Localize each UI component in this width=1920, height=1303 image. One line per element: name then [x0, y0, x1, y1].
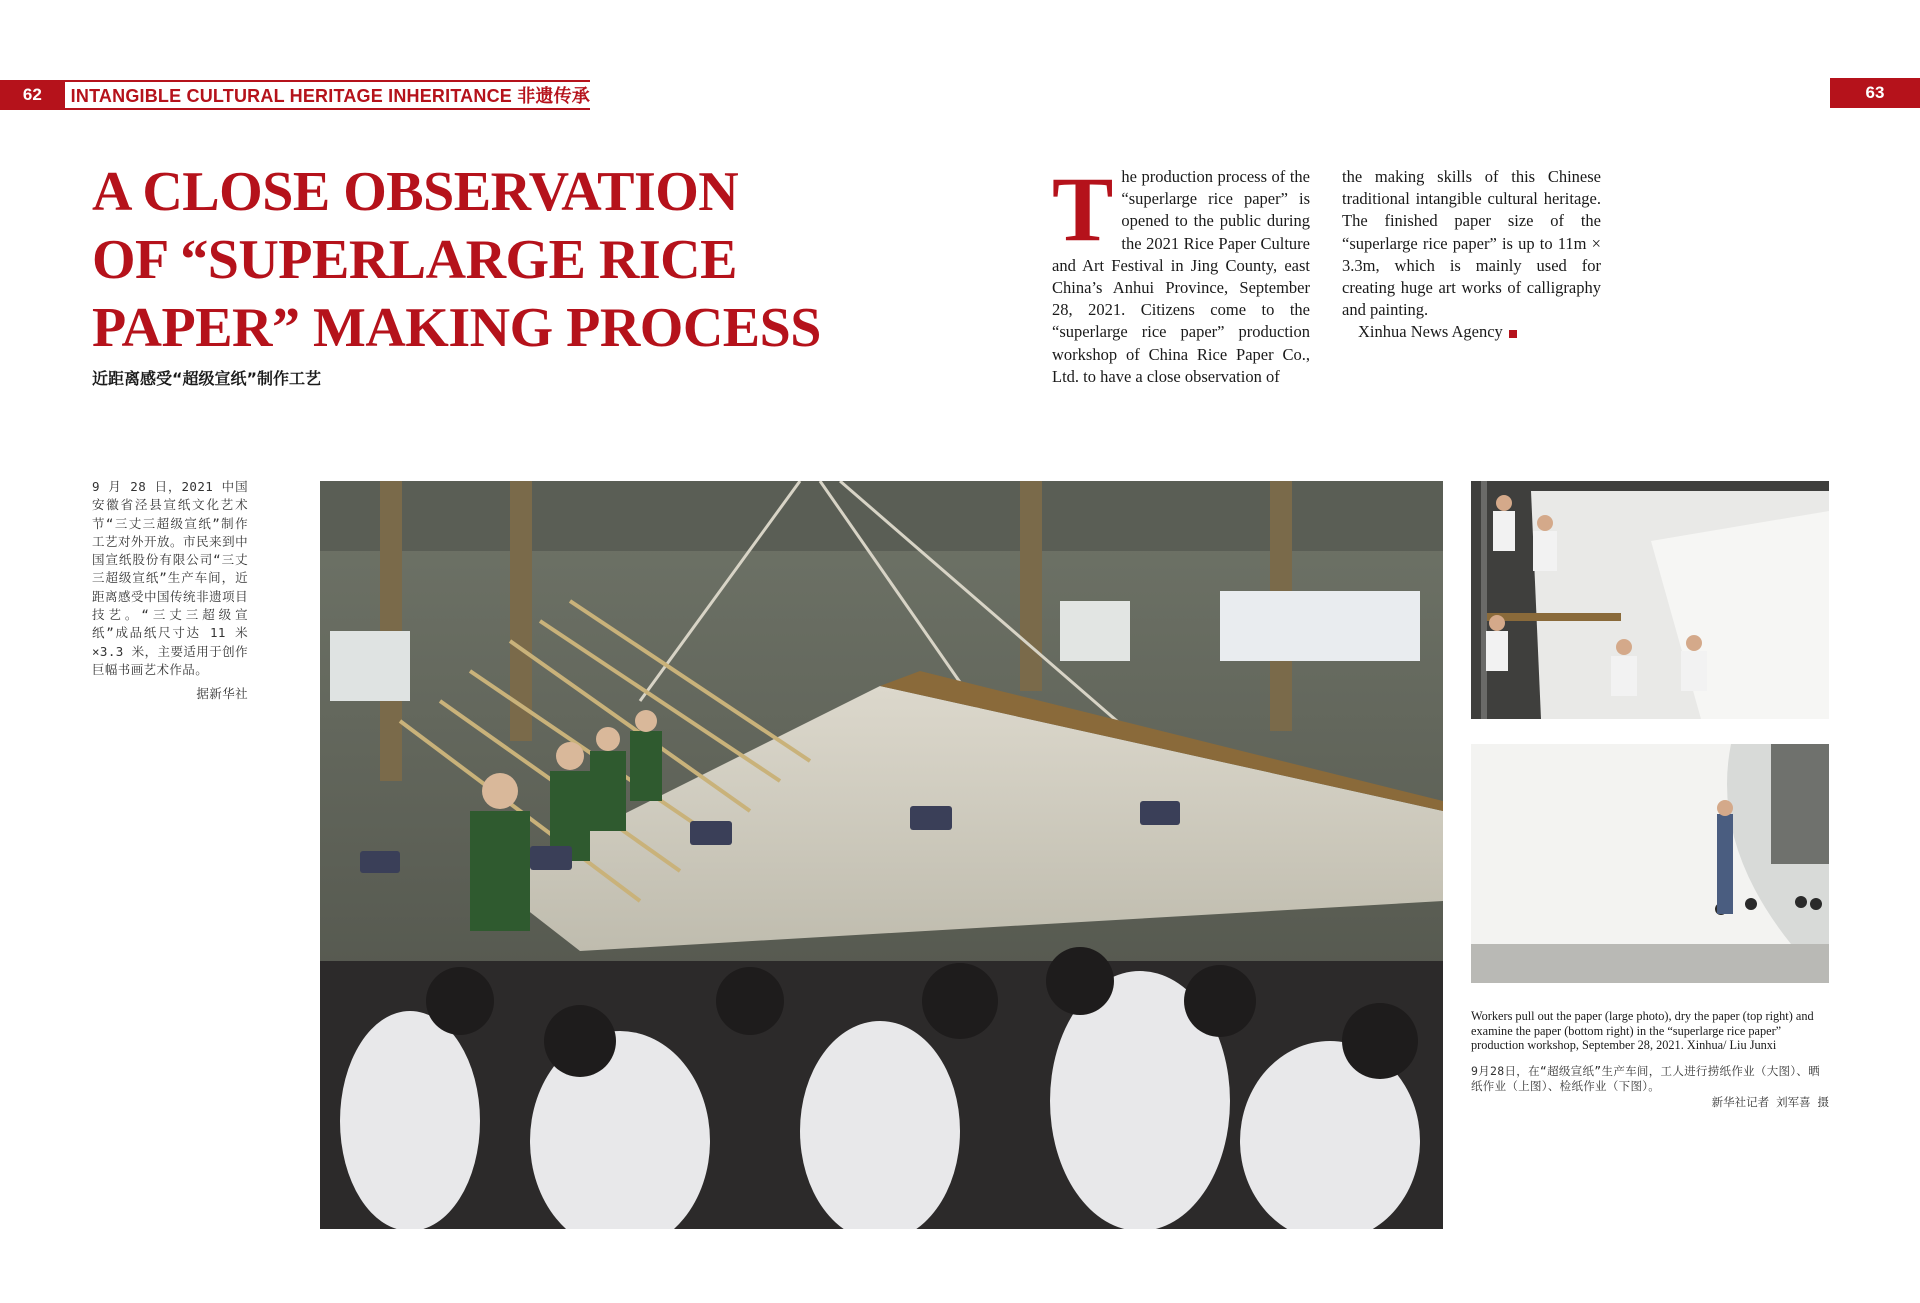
headline-line: PAPER” MAKING PROCESS — [92, 297, 821, 359]
section-title: INTANGIBLE CULTURAL HERITAGE INHERITANCE 非遗传承 — [70, 86, 590, 106]
chinese-summary-source: 据新华社 — [196, 686, 248, 702]
running-header-left — [0, 80, 590, 110]
drop-cap: T — [1052, 158, 1114, 260]
body-text: the making skills of this Chinese traditional intangible cultural heritage. The finished paper size of the “superlarge rice paper” is up to 11m × 3.3m, which is mainly used for creating huge art works of calligraphy and painting. — [1342, 167, 1601, 320]
chinese-summary-text: 9 月 28 日，2021 中国安徽省泾县宣纸文化艺术节“三丈三超级宣纸”制作工艺对外开放。市民来到中国宣纸股份有限公司“三丈三超级宣纸”生产车间，近距离感受中国传统非遗项目技艺。“三丈三超级宣纸”成品纸尺寸达 11 米 ×3.3 米，主要适用于创作巨幅书画艺术作品。 — [92, 479, 248, 677]
headline-line: A CLOSE OBSERVATION — [92, 161, 739, 223]
chinese-summary — [92, 478, 248, 704]
photo-caption-english: Workers pull out the paper (large photo), dry the paper (top right) and examine the paper (bottom right) in the “superlarge rice paper” production workshop, September 28, 2021. Xinhua/ Liu Junxi — [1471, 1009, 1814, 1052]
photo-credit: 新华社记者 刘军喜 摄 — [1711, 1095, 1829, 1109]
body-column-2 — [1342, 166, 1601, 344]
body-column-1 — [1052, 158, 1310, 388]
subheadline-cn: 近距离感受“超级宣纸”制作工艺 — [92, 369, 322, 388]
page-number-right: 63 — [1830, 78, 1920, 108]
headline — [92, 158, 872, 362]
byline — [1342, 321, 1601, 343]
headline-line: OF “SUPERLARGE RICE — [92, 229, 737, 291]
page-number-left: 62 — [0, 82, 65, 108]
body-text: he production process of the “superlarge rice paper” is opened to the public during the 2021 Rice Paper Culture and Art Festival in Jing County, east China’s Anhui Province, September 28, 2021. Citizens come to the “superlarge rice paper” production workshop of China Rice Paper Co., Ltd. to have a close observation of — [1052, 167, 1310, 386]
end-mark-icon — [1509, 330, 1517, 338]
byline-text: Xinhua News Agency — [1358, 322, 1503, 342]
examining-paper-photo — [1471, 744, 1829, 983]
photo-caption-chinese: 9月28日，在“超级宣纸”生产车间，工人进行捞纸作业（大图）、晒纸作业（上图）、检纸作业（下图）。 — [1471, 1064, 1820, 1093]
drying-paper-photo — [1471, 481, 1829, 719]
workers-pulling-paper-photo — [320, 481, 1443, 1229]
